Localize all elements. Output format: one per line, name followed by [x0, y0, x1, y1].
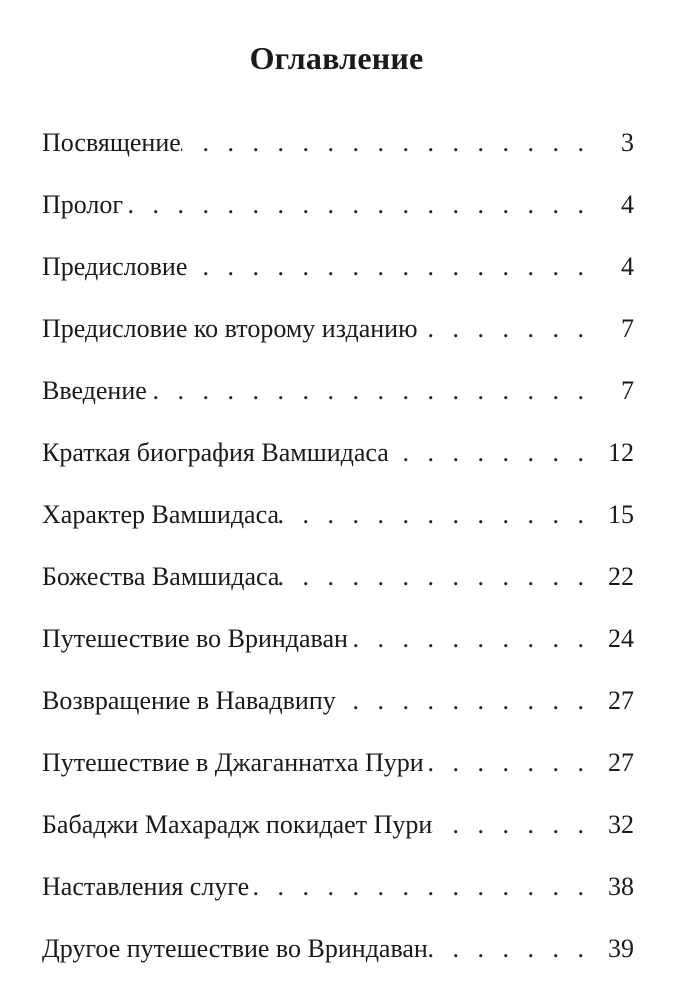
dot-leader [418, 314, 590, 344]
toc-entry [42, 608, 634, 670]
toc-entry-title: Бабаджи Махарадж покидает Пури [42, 810, 433, 839]
toc-entry [42, 732, 634, 794]
dot-leader [187, 252, 590, 282]
toc-entry-page: 4 [621, 190, 634, 219]
dot-leader [389, 438, 590, 468]
dot-leader [147, 376, 590, 406]
toc-entry [42, 174, 634, 236]
toc-entry-page: 22 [608, 562, 634, 591]
dot-leader [279, 562, 590, 592]
toc-entry-page: 38 [608, 872, 634, 901]
dot-leader [348, 624, 590, 654]
toc-entry-page: 39 [608, 934, 634, 963]
toc-entry-title: Посвящение [42, 128, 181, 157]
toc-entry [42, 918, 634, 980]
toc-entry-page: 4 [621, 252, 634, 281]
dot-leader [123, 190, 590, 220]
dot-leader [181, 128, 590, 158]
toc-entry-title: Краткая биография Вамшидаса [42, 438, 389, 467]
toc-entry-title: Предисловие [42, 252, 188, 281]
toc-entry [42, 856, 634, 918]
toc-entry-title: Пролог [42, 190, 124, 219]
toc-entry [42, 422, 634, 484]
dot-leader [432, 810, 590, 840]
toc-entry-page: 7 [621, 314, 634, 343]
toc-entry-page: 15 [608, 500, 634, 529]
table-of-contents [42, 112, 634, 980]
toc-entry [42, 298, 634, 360]
toc-entry-page: 3 [621, 128, 634, 157]
page-title: Оглавление [249, 40, 424, 76]
toc-entry-page: 12 [608, 438, 634, 467]
toc-entry [42, 484, 634, 546]
dot-leader [424, 748, 590, 778]
dot-leader [336, 686, 590, 716]
toc-entry [42, 360, 634, 422]
toc-entry-title: Введение [42, 376, 147, 405]
toc-entry-title: Возвращение в Навадвипу [42, 686, 336, 715]
dot-leader [249, 872, 590, 902]
toc-entry [42, 670, 634, 732]
dot-leader [428, 934, 590, 964]
toc-entry [42, 546, 634, 608]
toc-entry-title: Наставления слуге [42, 872, 250, 901]
toc-entry-title: Другое путешествие во Вриндаван [42, 934, 428, 963]
toc-entry [42, 794, 634, 856]
toc-entry-page: 27 [608, 748, 634, 777]
toc-entry-title: Путешествие в Джаганнатха Пури [42, 748, 424, 777]
toc-entry-page: 7 [621, 376, 634, 405]
toc-entry-title: Путешествие во Вриндаван [42, 624, 348, 653]
toc-entry-page: 32 [608, 810, 634, 839]
toc-entry [42, 236, 634, 298]
toc-entry-title: Божества Вамшидаса [42, 562, 280, 591]
toc-entry [42, 112, 634, 174]
dot-leader [279, 500, 590, 530]
toc-entry-page: 24 [608, 624, 634, 653]
toc-entry-page: 27 [608, 686, 634, 715]
toc-entry-title: Предисловие ко второму изданию [42, 314, 418, 343]
toc-entry-title: Характер Вамшидаса [42, 500, 279, 529]
